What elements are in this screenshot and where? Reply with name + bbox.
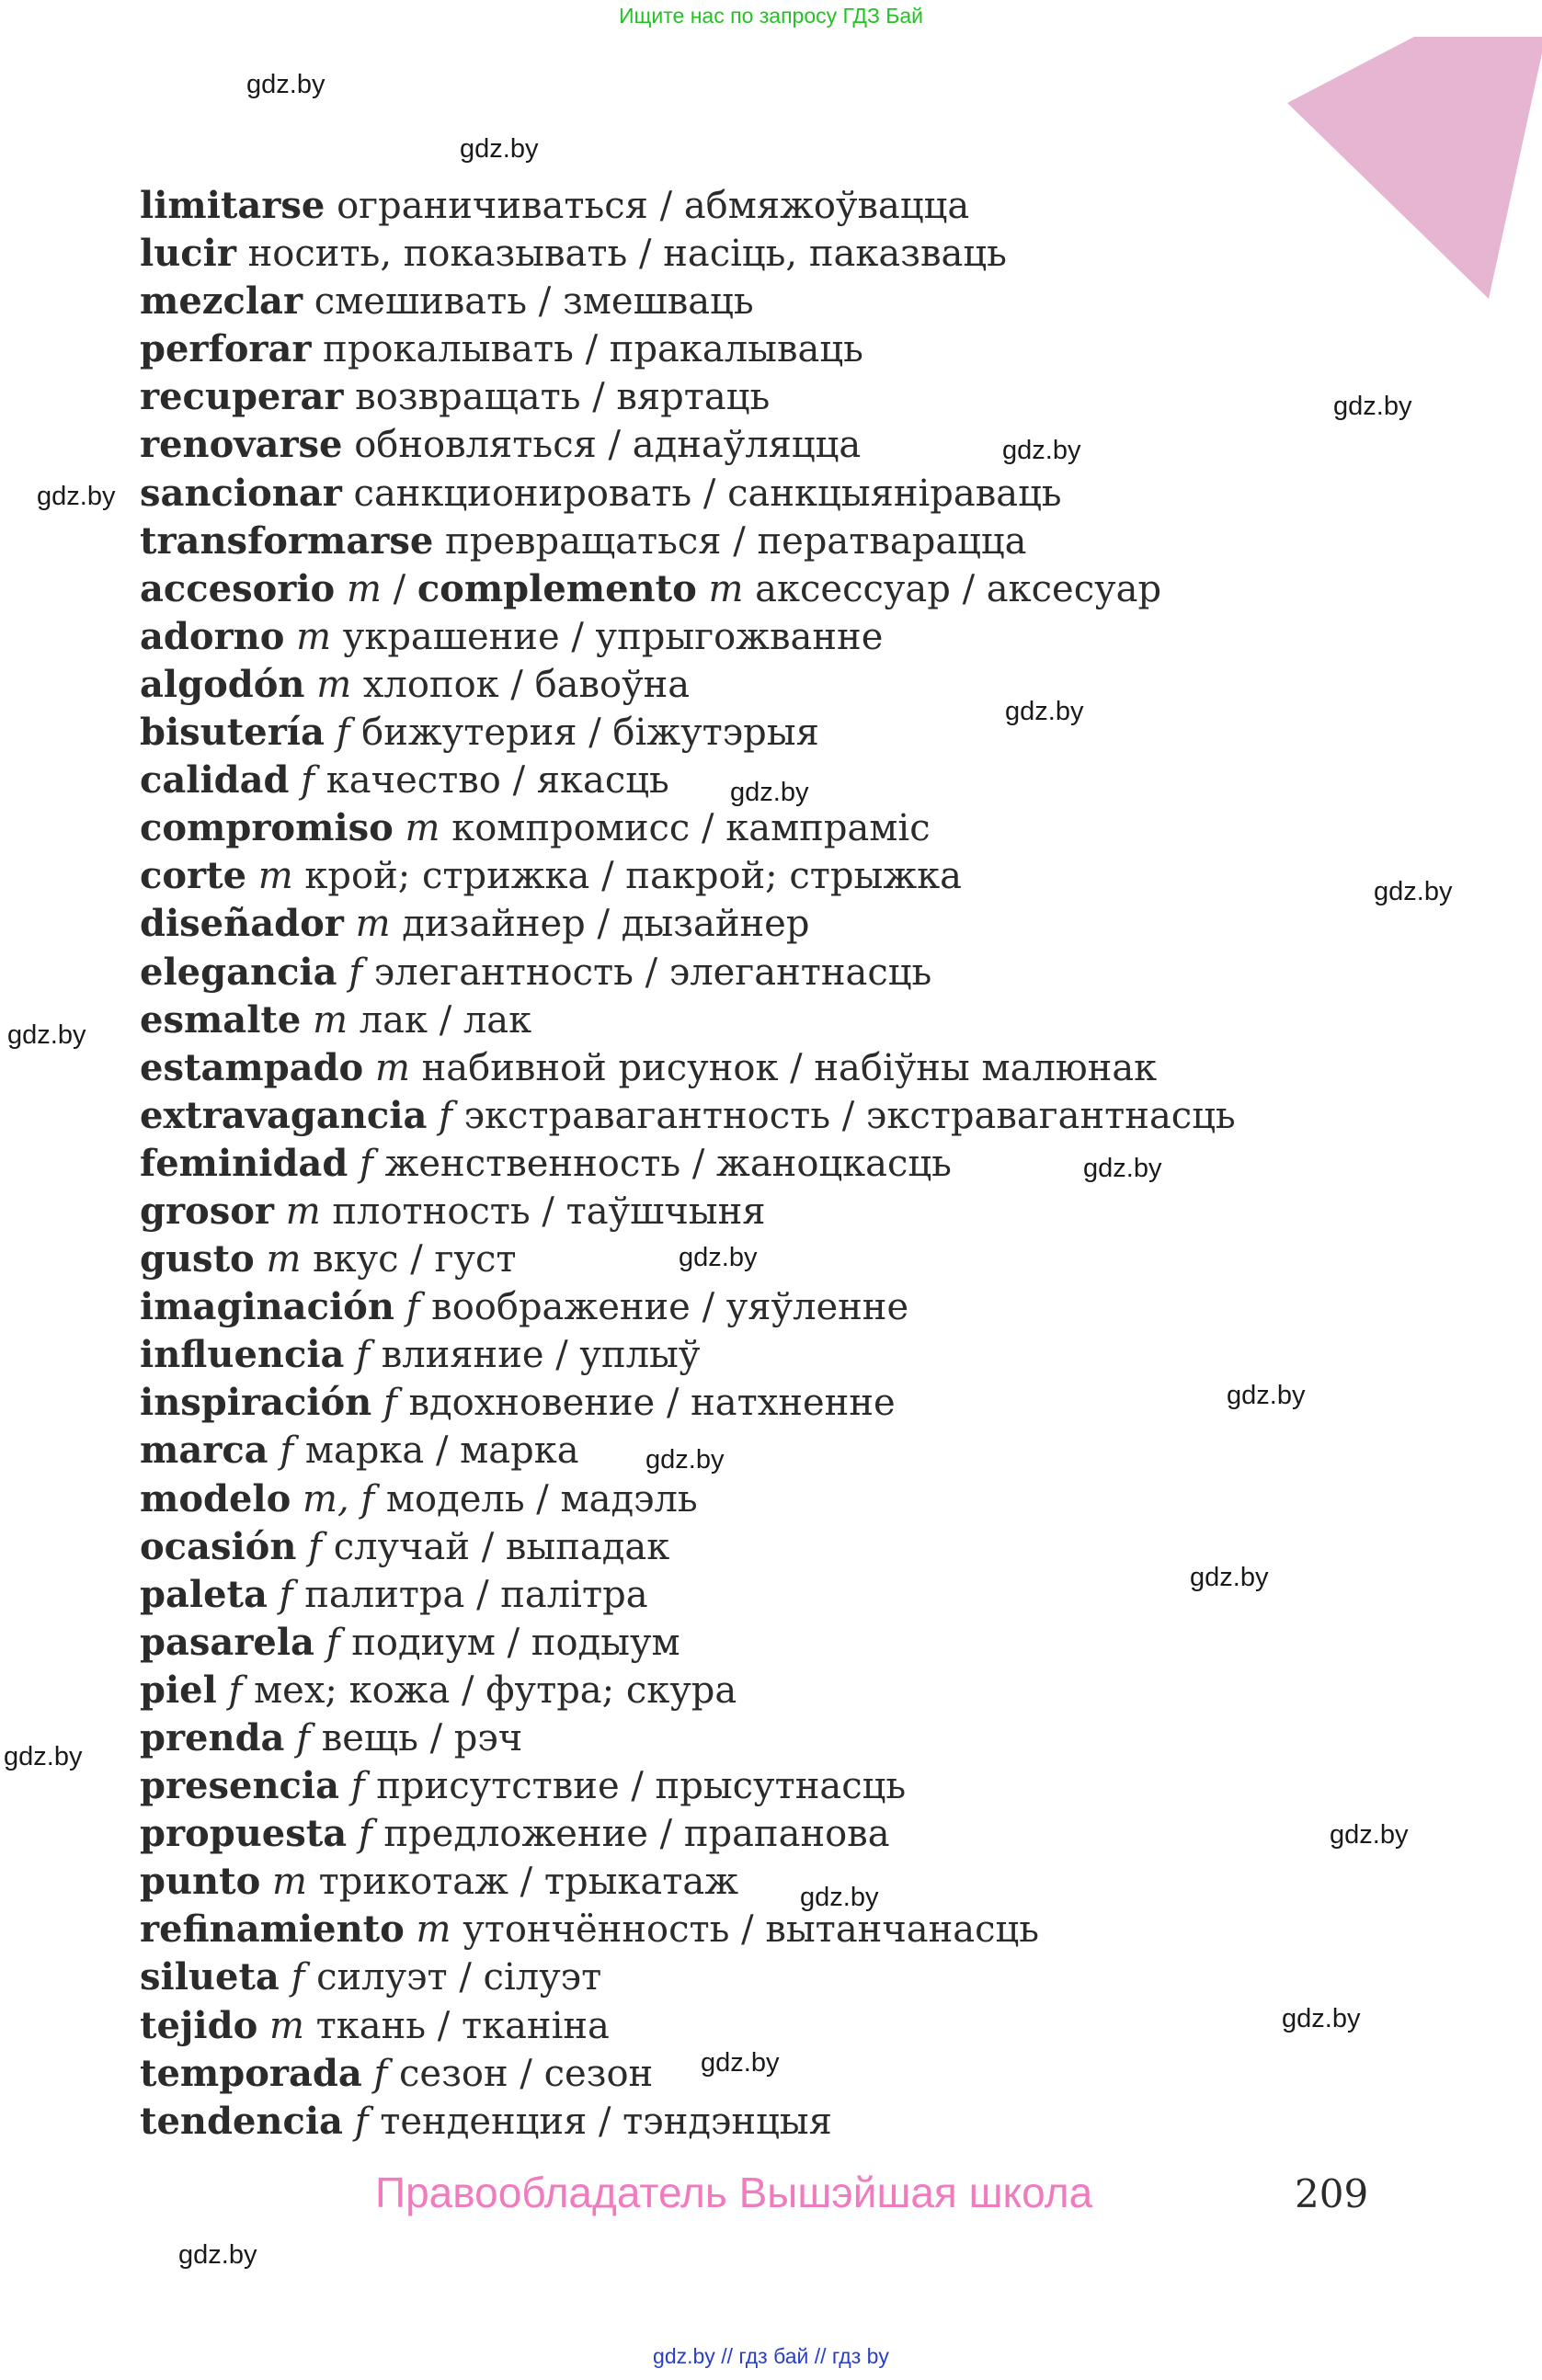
gender-marker: f (439, 1094, 452, 1137)
vocab-entry (140, 613, 1236, 661)
gender-marker: f (279, 1573, 293, 1616)
gender-marker: f (358, 1813, 372, 1856)
gender-marker: m (355, 903, 391, 946)
translation: прокалывать / пракалываць (323, 328, 863, 371)
watermark: gdz.by (1002, 436, 1081, 465)
spanish-word: propuesta (140, 1812, 348, 1856)
spanish-word: algodón (140, 662, 305, 706)
vocab-entry (140, 1714, 1236, 1762)
vocab-entry (140, 1906, 1236, 1953)
spanish-word: accesorio (140, 566, 336, 610)
vocab-entry (140, 2098, 1236, 2146)
spanish-word: tendencia (140, 2099, 343, 2143)
vocab-entry (140, 1188, 1236, 1236)
translation: предложение / прапанова (383, 1813, 890, 1856)
spanish-word: modelo (140, 1476, 291, 1520)
watermark: gdz.by (701, 2048, 780, 2078)
spanish-word: piel (140, 1668, 217, 1712)
spanish-word: imaginación (140, 1285, 394, 1329)
spanish-word: grosor (140, 1189, 274, 1233)
vocab-entry (140, 900, 1236, 948)
gender-marker: m (405, 807, 440, 850)
spanish-word-alt: complemento (417, 566, 697, 610)
spanish-word: refinamiento (140, 1907, 405, 1952)
watermark: gdz.by (1333, 392, 1412, 421)
watermark: gdz.by (460, 134, 539, 164)
vocab-entry (140, 1379, 1236, 1427)
gender-marker: f (373, 2052, 388, 2095)
gender-marker: f (354, 2100, 369, 2143)
translation: ограничиваться / абмяжоўвацца (337, 185, 970, 227)
translation: вещь / рэч (321, 1717, 523, 1759)
vocab-entry (140, 1523, 1236, 1571)
vocabulary-list (140, 182, 1236, 2146)
spanish-word: mezclar (140, 279, 303, 324)
translation: влияние / уплыў (381, 1334, 701, 1377)
spanish-word: perforar (140, 327, 312, 371)
watermark: gdz.by (1330, 1820, 1409, 1850)
vocab-entry (140, 1140, 1236, 1188)
vocab-entry (140, 2050, 1236, 2098)
gender-marker: f (336, 712, 350, 755)
copyright-owner: Правообладатель Вышэйшая школа (375, 2169, 1093, 2216)
translation: обновляться / аднаўляцца (354, 424, 862, 467)
watermark: gdz.by (178, 2240, 257, 2270)
translation: трикотаж / трыкатаж (318, 1861, 739, 1904)
vocab-entry (140, 325, 1236, 373)
spanish-word: ocasión (140, 1524, 297, 1568)
vocab-entry (140, 373, 1236, 421)
vocab-entry (140, 1810, 1236, 1858)
vocab-entry (140, 1619, 1236, 1667)
watermark: gdz.by (1005, 697, 1084, 726)
gender-marker: m (285, 1190, 321, 1233)
translation: женственность / жаноцкасць (384, 1142, 952, 1185)
gender-marker: m (272, 1861, 307, 1904)
translation: санкционировать / санкцыяніраваць (353, 472, 1062, 515)
watermark: gdz.by (1374, 877, 1453, 906)
translation: модель / мадэль (385, 1477, 698, 1520)
gender-marker: m (374, 1046, 410, 1089)
gender-marker: f (360, 1142, 373, 1185)
watermark: gdz.by (1227, 1381, 1306, 1410)
vocab-entry (140, 1331, 1236, 1379)
watermark: gdz.by (645, 1445, 725, 1475)
spanish-word: tejido (140, 2003, 258, 2047)
spanish-word: diseñador (140, 902, 344, 946)
gender-marker: m (346, 567, 382, 610)
vocab-entry (140, 804, 1236, 852)
vocab-entry (140, 1044, 1236, 1092)
separator: / (393, 567, 406, 610)
translation: носить, показывать / насіць, паказваць (247, 233, 1007, 276)
gender-marker: f (301, 759, 315, 803)
spanish-word: estampado (140, 1045, 364, 1089)
spanish-word: lucir (140, 232, 236, 276)
vocab-entry (140, 1667, 1236, 1714)
spanish-word: gusto (140, 1237, 255, 1281)
watermark: gdz.by (1282, 2004, 1361, 2033)
page-number: 209 (1295, 2171, 1369, 2216)
gender-marker: f (348, 951, 363, 994)
translation: присутствие / прысутнасць (376, 1765, 907, 1808)
spanish-word: silueta (140, 1955, 280, 1999)
translation: марка / марка (304, 1429, 579, 1473)
gender-marker: m (296, 615, 332, 658)
translation: лак / лак (359, 998, 532, 1042)
translation: палитра / палітра (304, 1573, 648, 1616)
translation: воображение / уяўленне (431, 1286, 909, 1329)
vocab-entry (140, 757, 1236, 804)
translation: компромисс / кампраміс (451, 807, 931, 850)
spanish-word: paleta (140, 1572, 268, 1616)
translation: возвращать / вяртаць (355, 376, 771, 419)
vocab-entry (140, 182, 1236, 230)
gender-marker: m (316, 663, 352, 706)
spanish-word: extravagancia (140, 1093, 428, 1137)
translation: элегантность / элегантнасць (373, 951, 932, 994)
translation: плотность / таўшчыня (332, 1190, 766, 1233)
spanish-word: sancionar (140, 471, 342, 515)
translation: смешивать / змешваць (314, 280, 754, 324)
spanish-word: calidad (140, 758, 290, 803)
gender-marker: f (350, 1765, 365, 1808)
gender-marker: f (356, 1334, 370, 1377)
vocab-entry (140, 1571, 1236, 1619)
gender-marker: m (268, 2004, 304, 2047)
gender-marker: f (228, 1668, 243, 1712)
translation: крой; стрижка / пакрой; стрыжка (304, 855, 962, 898)
translation: случай / выпадак (333, 1525, 670, 1568)
vocab-entry (140, 565, 1236, 613)
translation: хлопок / бавоўна (362, 663, 691, 706)
gender-marker: m (416, 1908, 451, 1952)
gender-marker: f (296, 1717, 310, 1759)
vocab-entry (140, 421, 1236, 469)
translation: набивной рисунок / набіўны малюнак (421, 1046, 1158, 1089)
spanish-word: inspiración (140, 1381, 372, 1425)
spanish-word: bisutería (140, 711, 325, 755)
vocab-entry (140, 1953, 1236, 2001)
vocab-entry (140, 1858, 1236, 1906)
translation: украшение / упрыгожванне (342, 615, 884, 658)
vocab-entry (140, 518, 1236, 565)
vocab-entry (140, 2002, 1236, 2050)
spanish-word: esmalte (140, 997, 302, 1042)
vocab-entry (140, 996, 1236, 1044)
vocab-entry (140, 1236, 1236, 1283)
spanish-word: punto (140, 1860, 261, 1904)
gender-marker: m (257, 855, 293, 898)
vocab-entry (140, 1475, 1236, 1523)
top-banner[interactable]: Ищите нас по запросу ГДЗ Бай (618, 4, 924, 28)
vocab-entry (140, 949, 1236, 996)
gender-marker: m (708, 567, 744, 610)
translation: вкус / густ (313, 1238, 517, 1281)
vocab-entry (140, 230, 1236, 278)
spanish-word: marca (140, 1429, 268, 1473)
spanish-word: prenda (140, 1716, 285, 1759)
gender-marker: f (383, 1382, 397, 1425)
spanish-word: corte (140, 854, 247, 898)
translation: тенденция / тэндэнцыя (380, 2100, 832, 2143)
gender-marker: m, f (303, 1477, 375, 1520)
vocab-entry (140, 278, 1236, 325)
spanish-word: feminidad (140, 1141, 348, 1185)
gender-marker: m (313, 998, 348, 1042)
spanish-word: influencia (140, 1333, 345, 1377)
gender-marker: f (405, 1286, 420, 1329)
spanish-word: pasarela (140, 1620, 314, 1664)
gender-marker: m (266, 1238, 302, 1281)
spanish-word: renovarse (140, 423, 343, 467)
translation: превращаться / ператварацца (445, 519, 1027, 563)
watermark: gdz.by (800, 1883, 879, 1912)
translation: качество / якасць (326, 759, 669, 803)
spanish-word: transformarse (140, 518, 434, 563)
gender-marker: f (280, 1429, 294, 1473)
translation: дизайнер / дызайнер (402, 903, 810, 946)
watermark: gdz.by (1190, 1563, 1269, 1592)
gender-marker: f (326, 1621, 340, 1664)
gender-marker: f (308, 1525, 322, 1568)
watermark: gdz.by (246, 70, 326, 99)
vocab-entry (140, 1092, 1236, 1140)
watermark: gdz.by (4, 1742, 83, 1771)
vocab-entry (140, 470, 1236, 518)
translation: бижутерия / біжутэрыя (361, 712, 819, 755)
bottom-links[interactable]: gdz.by // гдз бай // гдз by (653, 2344, 889, 2368)
watermark: gdz.by (730, 778, 809, 807)
spanish-word: presencia (140, 1764, 340, 1808)
translation: аксессуар / аксесуар (755, 567, 1162, 610)
watermark: gdz.by (679, 1243, 758, 1272)
spanish-word: adorno (140, 614, 285, 658)
translation: силуэт / сілуэт (316, 1956, 602, 1999)
watermark: gdz.by (7, 1020, 86, 1050)
vocab-entry (140, 709, 1236, 757)
spanish-word: recuperar (140, 375, 344, 419)
spanish-word: limitarse (140, 184, 326, 227)
translation: подиум / подыум (351, 1621, 680, 1664)
spanish-word: compromiso (140, 806, 394, 850)
translation: мех; кожа / футра; скура (254, 1668, 737, 1712)
watermark: gdz.by (37, 482, 116, 511)
gender-marker: f (291, 1956, 305, 1999)
translation: утончённость / вытанчанасць (463, 1908, 1040, 1952)
translation: вдохновение / натхненне (408, 1382, 896, 1425)
vocab-entry (140, 852, 1236, 900)
translation: сезон / сезон (399, 2052, 654, 2095)
watermark: gdz.by (1083, 1154, 1162, 1183)
translation: экстравагантность / экстравагантнасць (463, 1094, 1236, 1137)
vocab-entry (140, 1762, 1236, 1810)
vocab-entry (140, 1283, 1236, 1331)
spanish-word: elegancia (140, 950, 337, 994)
corner-decoration (1287, 37, 1542, 303)
vocab-entry (140, 1427, 1236, 1475)
spanish-word: temporada (140, 2051, 362, 2095)
translation: ткань / тканіна (315, 2004, 610, 2047)
vocab-entry (140, 661, 1236, 709)
